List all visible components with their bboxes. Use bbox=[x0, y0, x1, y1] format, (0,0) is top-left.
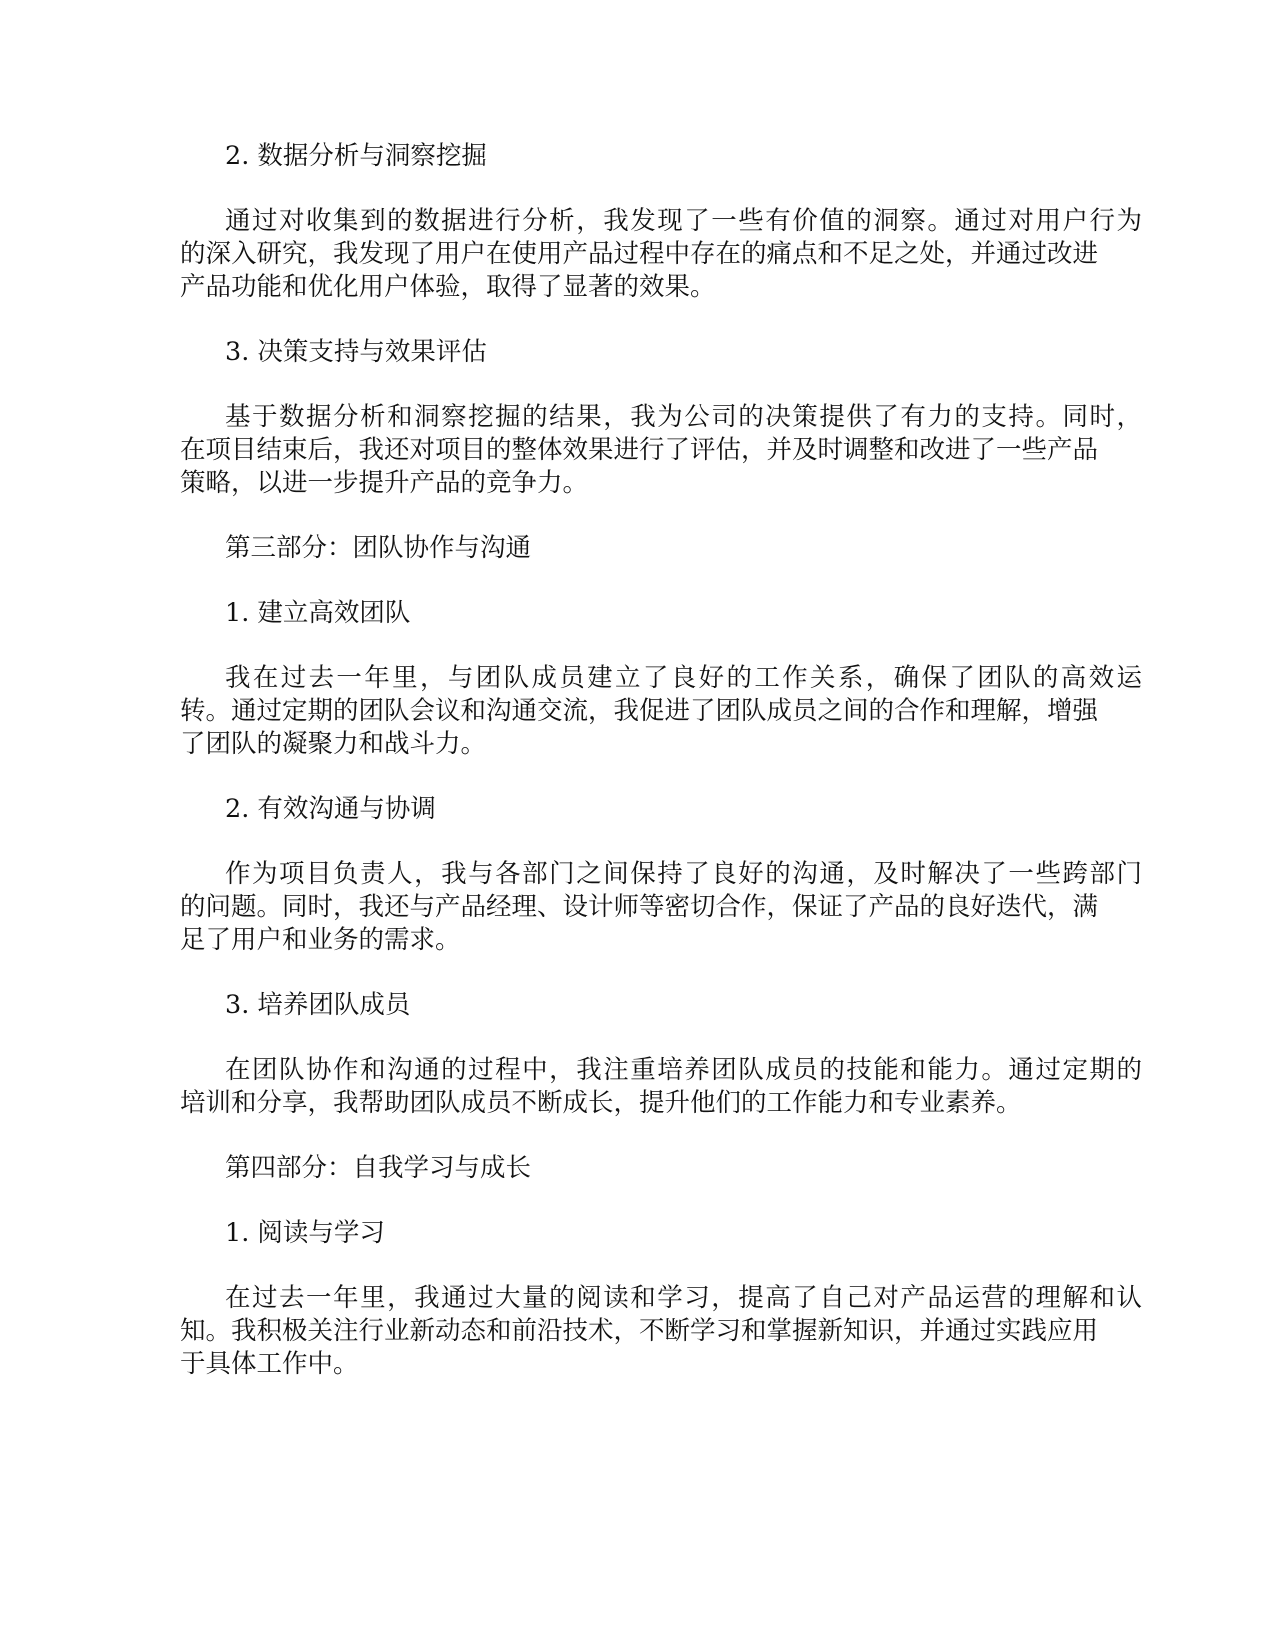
document-body bbox=[180, 140, 1142, 1413]
paragraph bbox=[180, 205, 1142, 304]
paragraph-line: 在团队协作和沟通的过程中，我注重培养团队成员的技能和能力。通过定期的 bbox=[225, 1055, 1142, 1085]
paragraph-line: 策略，以进一步提升产品的竞争力。 bbox=[180, 468, 589, 498]
paragraph bbox=[180, 1054, 1142, 1120]
paragraph-line: 的问题。同时，我还与产品经理、设计师等密切合作，保证了产品的良好迭代，满 bbox=[180, 892, 1099, 922]
paragraph-line: 产品功能和优化用户体验，取得了显著的效果。 bbox=[180, 272, 716, 302]
paragraph bbox=[180, 401, 1142, 500]
paragraph-line: 培训和分享，我帮助团队成员不断成长，提升他们的工作能力和专业素养。 bbox=[180, 1088, 1022, 1118]
paragraph-line: 足了用户和业务的需求。 bbox=[180, 925, 461, 955]
section-heading: 1. 建立高效团队 bbox=[225, 598, 411, 628]
paragraph-line: 知。我积极关注行业新动态和前沿技术，不断学习和掌握新知识，并通过实践应用 bbox=[180, 1316, 1099, 1346]
paragraph-line: 作为项目负责人，我与各部门之间保持了良好的沟通，及时解决了一些跨部门 bbox=[225, 859, 1142, 889]
paragraph-line: 于具体工作中。 bbox=[180, 1349, 359, 1379]
paragraph-line: 的深入研究，我发现了用户在使用产品过程中存在的痛点和不足之处，并通过改进 bbox=[180, 239, 1099, 269]
section-heading: 2. 有效沟通与协调 bbox=[225, 794, 436, 824]
section-heading: 3. 决策支持与效果评估 bbox=[225, 337, 487, 367]
paragraph bbox=[180, 858, 1142, 957]
paragraph-line: 在过去一年里，我通过大量的阅读和学习，提高了自己对产品运营的理解和认 bbox=[225, 1283, 1142, 1313]
paragraph-line: 我在过去一年里，与团队成员建立了良好的工作关系，确保了团队的高效运 bbox=[225, 663, 1142, 693]
paragraph-line: 通过对收集到的数据进行分析，我发现了一些有价值的洞察。通过对用户行为 bbox=[225, 206, 1142, 236]
part-heading: 第四部分：自我学习与成长 bbox=[225, 1153, 532, 1183]
section-heading: 3. 培养团队成员 bbox=[225, 990, 411, 1020]
section-heading: 1. 阅读与学习 bbox=[225, 1218, 385, 1248]
paragraph-line: 了团队的凝聚力和战斗力。 bbox=[180, 729, 487, 759]
part-heading: 第三部分：团队协作与沟通 bbox=[225, 533, 532, 563]
section-heading: 2. 数据分析与洞察挖掘 bbox=[225, 141, 487, 171]
paragraph-line: 转。通过定期的团队会议和沟通交流，我促进了团队成员之间的合作和理解，增强 bbox=[180, 696, 1099, 726]
paragraph-line: 基于数据分析和洞察挖掘的结果，我为公司的决策提供了有力的支持。同时， bbox=[225, 402, 1142, 432]
paragraph bbox=[180, 662, 1142, 761]
paragraph-line: 在项目结束后，我还对项目的整体效果进行了评估，并及时调整和改进了一些产品 bbox=[180, 435, 1099, 465]
paragraph bbox=[180, 1282, 1142, 1381]
